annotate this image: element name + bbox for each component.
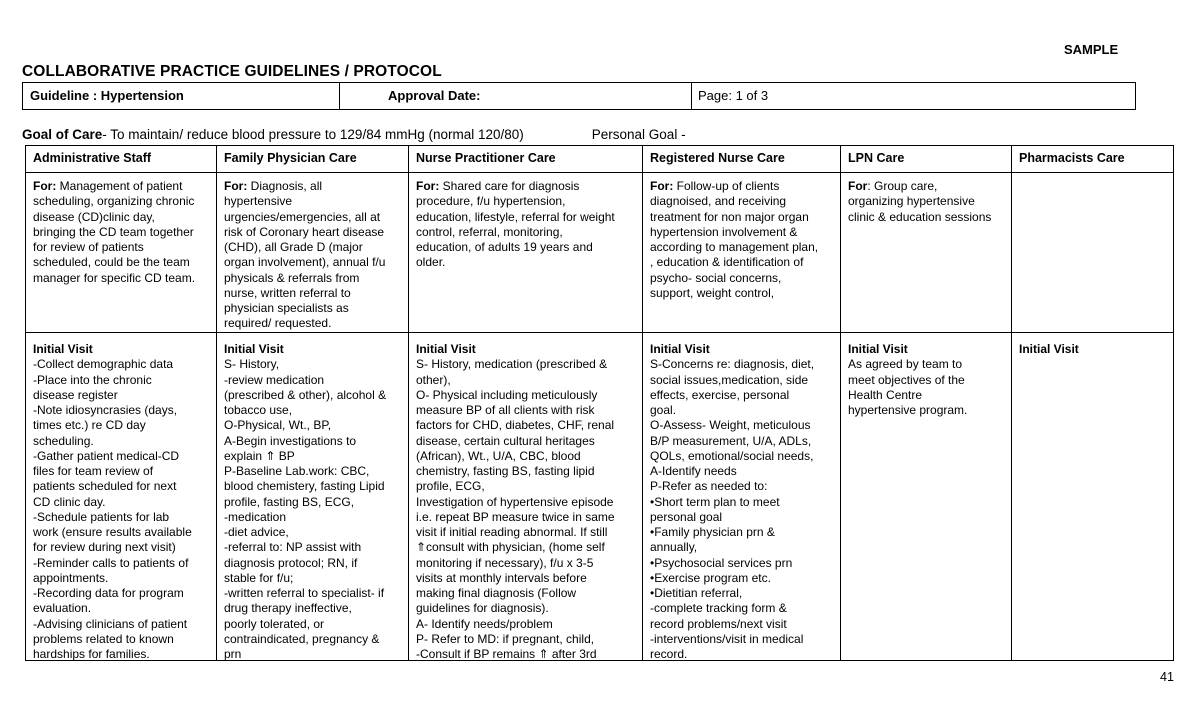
sample-label: SAMPLE bbox=[1064, 42, 1119, 57]
goal-text: - To maintain/ reduce blood pressure to 129/84 mmHg (normal 120/80) bbox=[102, 127, 524, 142]
row-divider bbox=[26, 332, 1173, 333]
header-registered-nurse: Registered Nurse Care bbox=[650, 151, 785, 165]
column-divider bbox=[216, 146, 217, 660]
goal-label: Goal of Care bbox=[22, 127, 103, 142]
guideline-name: Guideline : Hypertension bbox=[23, 83, 340, 109]
header-family-physician: Family Physician Care bbox=[224, 151, 357, 165]
header-pharmacists: Pharmacists Care bbox=[1019, 151, 1125, 165]
header-nurse-practitioner: Nurse Practitioner Care bbox=[416, 151, 556, 165]
page-number: 41 bbox=[1160, 670, 1174, 684]
column-divider bbox=[840, 146, 841, 660]
column-divider bbox=[408, 146, 409, 660]
for-nurse-practitioner: For: Shared care for diagnosis procedure, f/u hypertension, education, lifestyle, referral for weight control, referral, monitoring, education, of adults 19 years and older. bbox=[416, 179, 615, 270]
page-title: COLLABORATIVE PRACTICE GUIDELINES / PROTOCOL bbox=[22, 63, 442, 80]
visit-nurse-practitioner: Initial Visit S- History, medication (prescribed & other), O- Physical including meticulously measure BP of all clients with risk factors for CHD, diabetes, CHF, renal disease, certain cultural heritages (African), Wt., U/A, CBC, blood chemistry, fasting BS, fasting lipid profile, ECG, Investigation of hypertensive episode i.e. repeat BP measure twice in same visit if initial reading abnormal. If still ⇑consult with physician, (home self monitoring if necessary), f/u x 3-5 visits at monthly intervals before making final diagnosis (Follow guidelines for diagnosis). A- Identify needs/problem P- Refer to MD: if pregnant, child, -Consult if BP remains ⇑ after 3rd bbox=[416, 342, 615, 661]
care-roles-table bbox=[25, 145, 1174, 661]
visit-administrative-staff: Initial Visit -Collect demographic data -Place into the chronic disease register -Note idiosyncrasies (days, times etc.) re CD day scheduling. -Gather patient medical-CD files for team review of patients scheduled for next CD clinic day. -Schedule patients for lab work (ensure results available for review during next visit) -Reminder calls to patients of appointments. -Recording data for program evaluation. -Advising clinicians of patient problems related to known hardships for families. bbox=[33, 342, 192, 661]
for-lpn: For: Group care, organizing hypertensive clinic & education sessions bbox=[848, 179, 992, 224]
visit-registered-nurse: Initial Visit S-Concerns re: diagnosis, diet, social issues,medication, side effects, exercise, personal goal. O-Assess- Weight, meticulous B/P measurement, U/A, ADLs, QOLs, emotional/social needs, A-Identify needs P-Refer as needed to: •Short term plan to meet personal goal •Family physician prn & annually, •Psychosocial services prn •Exercise program etc. •Dietitian referral, -complete tracking form & record problems/next visit -interventions/visit in medical record. bbox=[650, 342, 815, 661]
page-indicator: Page: 1 of 3 bbox=[698, 88, 769, 103]
header-lpn: LPN Care bbox=[848, 151, 905, 165]
row-divider bbox=[26, 172, 1173, 173]
personal-goal: Personal Goal - bbox=[591, 127, 686, 142]
guideline-meta-table bbox=[22, 82, 1136, 110]
visit-pharmacists: Initial Visit bbox=[1019, 342, 1079, 356]
header-administrative-staff: Administrative Staff bbox=[33, 151, 152, 165]
visit-lpn: Initial Visit As agreed by team to meet objectives of the Health Centre hypertensive program. bbox=[848, 342, 968, 417]
column-divider bbox=[1011, 146, 1012, 660]
column-divider bbox=[642, 146, 643, 660]
goal-of-care bbox=[22, 127, 686, 142]
visit-family-physician: Initial Visit S- History, -review medication (prescribed & other), alcohol & tobacco use, O-Physical, Wt., BP, A-Begin investigations to explain ⇑ BP P-Baseline Lab.work: CBC, blood chemistery, fasting Lipid profile, fasting BS, ECG, -medication -diet advice, -referral to: NP assist with diagnosis protocol; RN, if stable for f/u; -written referral to specialist- if drug therapy ineffective, poorly tolerated, or contraindicated, pregnancy & prn bbox=[224, 342, 387, 661]
approval-date: Approval Date: bbox=[340, 83, 692, 109]
for-registered-nurse: For: Follow-up of clients diagnoised, and receiving treatment for non major organ hypertension involvement & according to management plan, , education & identification of psycho- social concerns, support, weight control, bbox=[650, 179, 819, 300]
for-family-physician: For: Diagnosis, all hypertensive urgencies/emergencies, all at risk of Coronary heart disease (CHD), all Grade D (major organ involvement), annual f/u physicals & referrals from nurse, written referral to physician specialists as required/ requested. bbox=[224, 179, 386, 331]
for-administrative-staff: For: Management of patient scheduling, organizing chronic disease (CD)clinic day, bringing the CD team together for review of patients scheduled, could be the team manager for specific CD team. bbox=[33, 179, 196, 285]
